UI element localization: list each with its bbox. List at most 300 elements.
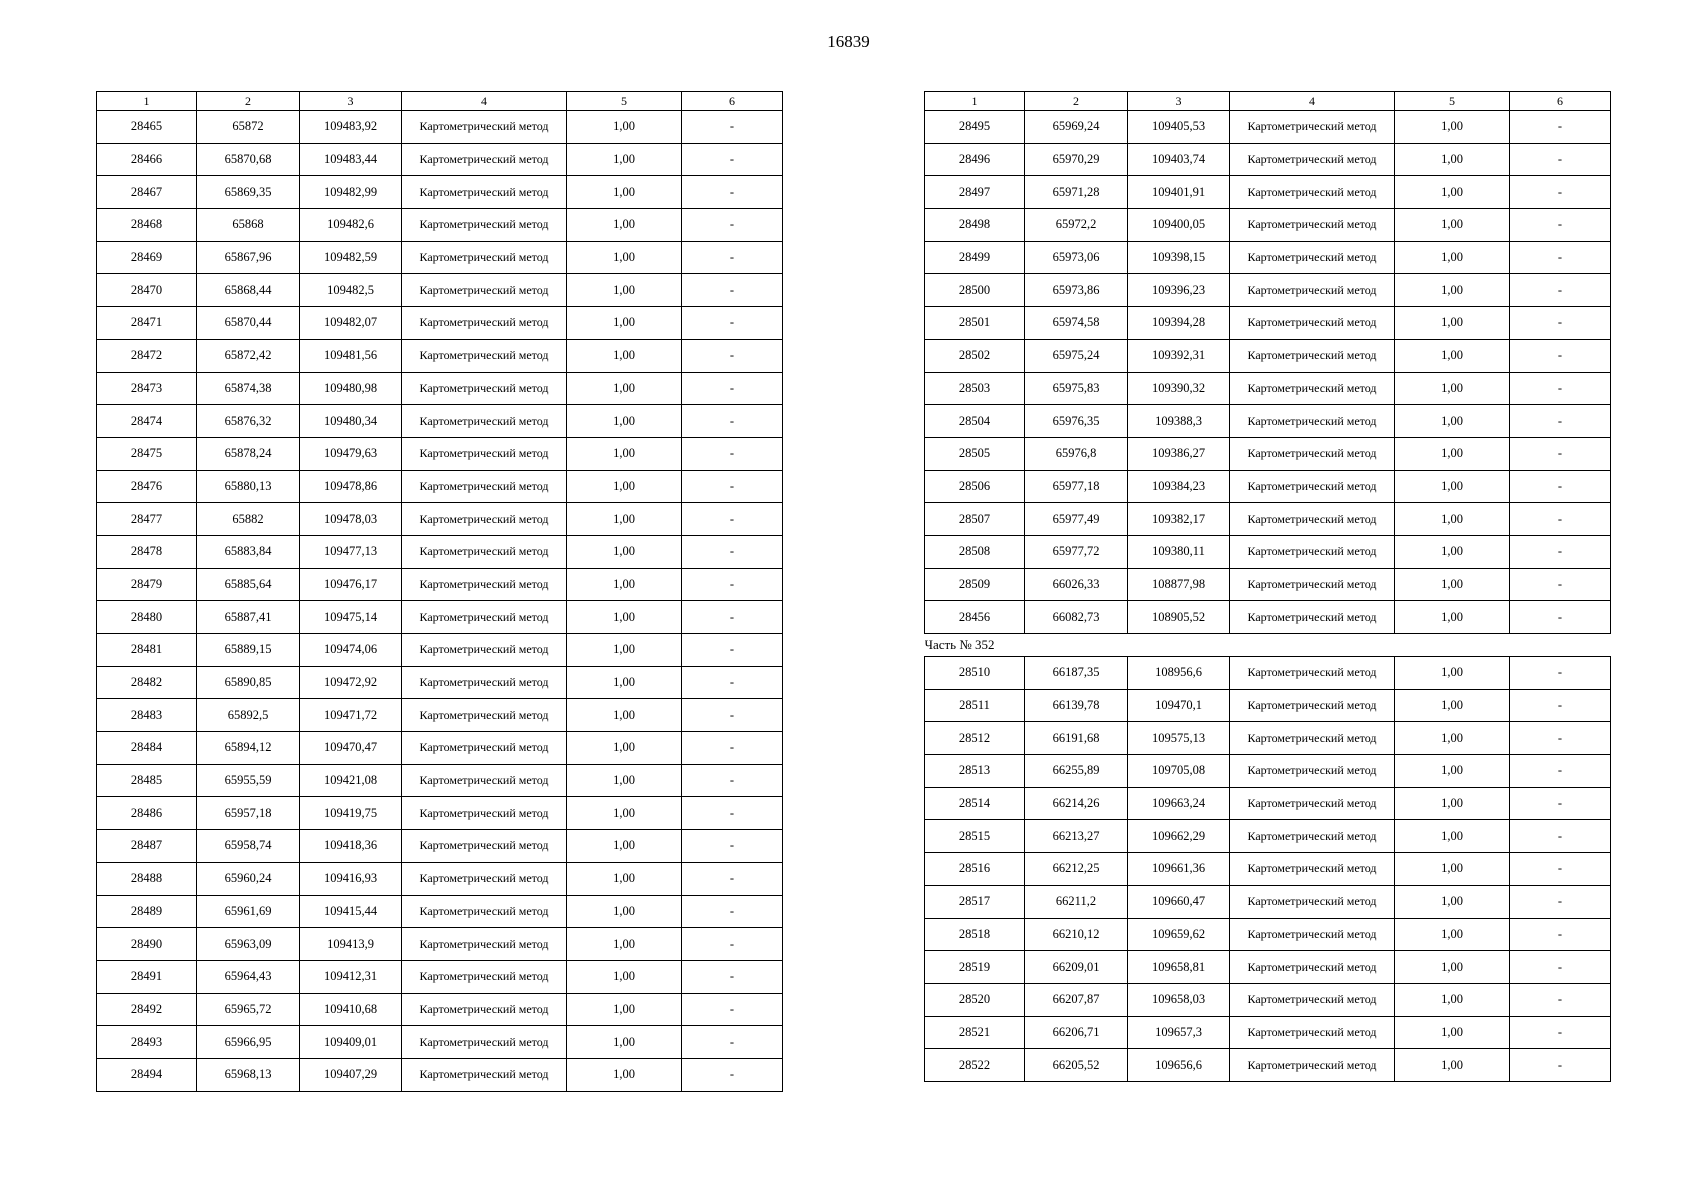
method-cell: Картометрический метод (402, 405, 567, 438)
point-number-cell: 28456 (925, 601, 1025, 634)
accuracy-cell: 1,00 (567, 176, 682, 209)
table-row (925, 951, 1611, 984)
point-number-cell: 28499 (925, 241, 1025, 274)
description-cell: - (682, 241, 783, 274)
x-coordinate-cell: 65880,13 (197, 470, 300, 503)
y-coordinate-cell: 109482,59 (300, 241, 402, 274)
description-cell: - (682, 830, 783, 863)
accuracy-cell: 1,00 (1395, 787, 1510, 820)
point-number-cell: 28470 (97, 274, 197, 307)
table-row (97, 111, 783, 144)
x-coordinate-cell: 65955,59 (197, 764, 300, 797)
table-row (97, 699, 783, 732)
accuracy-cell: 1,00 (567, 601, 682, 634)
description-cell: - (682, 405, 783, 438)
table-row (925, 274, 1611, 307)
y-coordinate-cell: 109401,91 (1128, 176, 1230, 209)
x-coordinate-cell: 65869,35 (197, 176, 300, 209)
y-coordinate-cell: 109658,03 (1128, 983, 1230, 1016)
description-cell: - (1510, 885, 1611, 918)
point-number-cell: 28518 (925, 918, 1025, 951)
x-coordinate-cell: 65887,41 (197, 601, 300, 634)
x-coordinate-cell: 65872 (197, 111, 300, 144)
section-row (925, 634, 1611, 657)
accuracy-cell: 1,00 (1395, 568, 1510, 601)
description-cell: - (682, 928, 783, 961)
accuracy-cell: 1,00 (1395, 755, 1510, 788)
y-coordinate-cell: 109418,36 (300, 830, 402, 863)
y-coordinate-cell: 108905,52 (1128, 601, 1230, 634)
x-coordinate-cell: 65878,24 (197, 437, 300, 470)
point-number-cell: 28508 (925, 535, 1025, 568)
y-coordinate-cell: 109409,01 (300, 1026, 402, 1059)
point-number-cell: 28506 (925, 470, 1025, 503)
accuracy-cell: 1,00 (567, 634, 682, 667)
description-cell: - (1510, 535, 1611, 568)
description-cell: - (1510, 241, 1611, 274)
description-cell: - (682, 470, 783, 503)
accuracy-cell: 1,00 (1395, 983, 1510, 1016)
point-number-cell: 28513 (925, 755, 1025, 788)
description-cell: - (682, 143, 783, 176)
table-row (925, 853, 1611, 886)
x-coordinate-cell: 66255,89 (1025, 755, 1128, 788)
method-cell: Картометрический метод (402, 634, 567, 667)
table-row (925, 601, 1611, 634)
accuracy-cell: 1,00 (1395, 918, 1510, 951)
y-coordinate-cell: 109705,08 (1128, 755, 1230, 788)
x-coordinate-cell: 65868,44 (197, 274, 300, 307)
description-cell: - (1510, 601, 1611, 634)
table-row (97, 503, 783, 536)
method-cell: Картометрический метод (1230, 1049, 1395, 1082)
table-row (97, 732, 783, 765)
x-coordinate-cell: 65894,12 (197, 732, 300, 765)
point-number-cell: 28482 (97, 666, 197, 699)
description-cell: - (1510, 339, 1611, 372)
section-label: Часть № 352 (925, 634, 1611, 657)
y-coordinate-cell: 109479,63 (300, 437, 402, 470)
accuracy-cell: 1,00 (1395, 657, 1510, 690)
table-row (97, 666, 783, 699)
x-coordinate-cell: 65870,68 (197, 143, 300, 176)
coordinates-table-left (96, 91, 783, 1092)
table-row (97, 143, 783, 176)
table-row (925, 820, 1611, 853)
point-number-cell: 28505 (925, 437, 1025, 470)
x-coordinate-cell: 66212,25 (1025, 853, 1128, 886)
point-number-cell: 28517 (925, 885, 1025, 918)
description-cell: - (1510, 274, 1611, 307)
y-coordinate-cell: 109660,47 (1128, 885, 1230, 918)
y-coordinate-cell: 109663,24 (1128, 787, 1230, 820)
y-coordinate-cell: 109659,62 (1128, 918, 1230, 951)
description-cell: - (682, 176, 783, 209)
column-header: 4 (402, 92, 567, 111)
x-coordinate-cell: 65892,5 (197, 699, 300, 732)
point-number-cell: 28473 (97, 372, 197, 405)
point-number-cell: 28512 (925, 722, 1025, 755)
table-row (925, 437, 1611, 470)
accuracy-cell: 1,00 (1395, 307, 1510, 340)
point-number-cell: 28515 (925, 820, 1025, 853)
method-cell: Картометрический метод (402, 176, 567, 209)
point-number-cell: 28491 (97, 960, 197, 993)
x-coordinate-cell: 65957,18 (197, 797, 300, 830)
table-row (97, 1026, 783, 1059)
description-cell: - (682, 960, 783, 993)
column-header: 1 (925, 92, 1025, 111)
method-cell: Картометрический метод (402, 601, 567, 634)
point-number-cell: 28480 (97, 601, 197, 634)
accuracy-cell: 1,00 (1395, 601, 1510, 634)
y-coordinate-cell: 109380,11 (1128, 535, 1230, 568)
description-cell: - (682, 503, 783, 536)
method-cell: Картометрический метод (1230, 787, 1395, 820)
method-cell: Картометрический метод (402, 535, 567, 568)
point-number-cell: 28520 (925, 983, 1025, 1016)
table-row (925, 787, 1611, 820)
y-coordinate-cell: 109394,28 (1128, 307, 1230, 340)
method-cell: Картометрический метод (1230, 601, 1395, 634)
table-row (925, 983, 1611, 1016)
description-cell: - (1510, 143, 1611, 176)
description-cell: - (1510, 176, 1611, 209)
accuracy-cell: 1,00 (567, 732, 682, 765)
y-coordinate-cell: 109483,44 (300, 143, 402, 176)
description-cell: - (1510, 503, 1611, 536)
method-cell: Картометрический метод (1230, 885, 1395, 918)
description-cell: - (1510, 722, 1611, 755)
column-header: 1 (97, 92, 197, 111)
description-cell: - (1510, 111, 1611, 144)
accuracy-cell: 1,00 (1395, 241, 1510, 274)
x-coordinate-cell: 65977,18 (1025, 470, 1128, 503)
table-row (97, 405, 783, 438)
point-number-cell: 28476 (97, 470, 197, 503)
method-cell: Картометрический метод (1230, 820, 1395, 853)
x-coordinate-cell: 65960,24 (197, 862, 300, 895)
column-header: 3 (300, 92, 402, 111)
x-coordinate-cell: 65968,13 (197, 1058, 300, 1091)
x-coordinate-cell: 65970,29 (1025, 143, 1128, 176)
accuracy-cell: 1,00 (567, 372, 682, 405)
accuracy-cell: 1,00 (1395, 339, 1510, 372)
x-coordinate-cell: 65889,15 (197, 634, 300, 667)
description-cell: - (682, 895, 783, 928)
x-coordinate-cell: 65976,35 (1025, 405, 1128, 438)
point-number-cell: 28472 (97, 339, 197, 372)
x-coordinate-cell: 66187,35 (1025, 657, 1128, 690)
description-cell: - (682, 666, 783, 699)
point-number-cell: 28511 (925, 689, 1025, 722)
y-coordinate-cell: 109413,9 (300, 928, 402, 961)
accuracy-cell: 1,00 (567, 928, 682, 961)
point-number-cell: 28504 (925, 405, 1025, 438)
method-cell: Картометрический метод (1230, 339, 1395, 372)
method-cell: Картометрический метод (1230, 755, 1395, 788)
y-coordinate-cell: 109471,72 (300, 699, 402, 732)
accuracy-cell: 1,00 (1395, 535, 1510, 568)
y-coordinate-cell: 109662,29 (1128, 820, 1230, 853)
point-number-cell: 28483 (97, 699, 197, 732)
table-row (925, 372, 1611, 405)
page-number: 16839 (827, 32, 870, 51)
method-cell: Картометрический метод (1230, 176, 1395, 209)
description-cell: - (682, 274, 783, 307)
x-coordinate-cell: 65885,64 (197, 568, 300, 601)
table-row (97, 797, 783, 830)
accuracy-cell: 1,00 (1395, 1016, 1510, 1049)
y-coordinate-cell: 109657,3 (1128, 1016, 1230, 1049)
table-row (925, 470, 1611, 503)
point-number-cell: 28516 (925, 853, 1025, 886)
method-cell: Картометрический метод (402, 568, 567, 601)
point-number-cell: 28489 (97, 895, 197, 928)
accuracy-cell: 1,00 (1395, 951, 1510, 984)
method-cell: Картометрический метод (402, 470, 567, 503)
y-coordinate-cell: 109482,5 (300, 274, 402, 307)
x-coordinate-cell: 65876,32 (197, 405, 300, 438)
x-coordinate-cell: 66139,78 (1025, 689, 1128, 722)
point-number-cell: 28478 (97, 535, 197, 568)
description-cell: - (682, 634, 783, 667)
y-coordinate-cell: 109658,81 (1128, 951, 1230, 984)
method-cell: Картометрический метод (402, 699, 567, 732)
x-coordinate-cell: 65958,74 (197, 830, 300, 863)
column-header: 5 (1395, 92, 1510, 111)
x-coordinate-cell: 65973,86 (1025, 274, 1128, 307)
accuracy-cell: 1,00 (1395, 470, 1510, 503)
method-cell: Картометрический метод (1230, 568, 1395, 601)
table-row (925, 339, 1611, 372)
y-coordinate-cell: 108956,6 (1128, 657, 1230, 690)
y-coordinate-cell: 109392,31 (1128, 339, 1230, 372)
accuracy-cell: 1,00 (567, 797, 682, 830)
accuracy-cell: 1,00 (567, 503, 682, 536)
method-cell: Картометрический метод (1230, 405, 1395, 438)
column-header: 6 (1510, 92, 1611, 111)
x-coordinate-cell: 65872,42 (197, 339, 300, 372)
x-coordinate-cell: 65972,2 (1025, 209, 1128, 242)
description-cell: - (1510, 437, 1611, 470)
point-number-cell: 28501 (925, 307, 1025, 340)
point-number-cell: 28465 (97, 111, 197, 144)
accuracy-cell: 1,00 (1395, 209, 1510, 242)
y-coordinate-cell: 109474,06 (300, 634, 402, 667)
method-cell: Картометрический метод (1230, 307, 1395, 340)
y-coordinate-cell: 109480,34 (300, 405, 402, 438)
table-row (97, 372, 783, 405)
description-cell: - (1510, 820, 1611, 853)
table-row (925, 722, 1611, 755)
y-coordinate-cell: 109421,08 (300, 764, 402, 797)
point-number-cell: 28466 (97, 143, 197, 176)
table-row (925, 918, 1611, 951)
point-number-cell: 28493 (97, 1026, 197, 1059)
accuracy-cell: 1,00 (1395, 722, 1510, 755)
table-header-row (925, 92, 1611, 111)
accuracy-cell: 1,00 (1395, 503, 1510, 536)
y-coordinate-cell: 109382,17 (1128, 503, 1230, 536)
accuracy-cell: 1,00 (567, 111, 682, 144)
description-cell: - (1510, 209, 1611, 242)
x-coordinate-cell: 65973,06 (1025, 241, 1128, 274)
description-cell: - (682, 568, 783, 601)
accuracy-cell: 1,00 (567, 568, 682, 601)
y-coordinate-cell: 109405,53 (1128, 111, 1230, 144)
table-row (97, 1058, 783, 1091)
method-cell: Картометрический метод (402, 797, 567, 830)
y-coordinate-cell: 109386,27 (1128, 437, 1230, 470)
description-cell: - (682, 797, 783, 830)
point-number-cell: 28485 (97, 764, 197, 797)
x-coordinate-cell: 66205,52 (1025, 1049, 1128, 1082)
y-coordinate-cell: 109483,92 (300, 111, 402, 144)
x-coordinate-cell: 66082,73 (1025, 601, 1128, 634)
accuracy-cell: 1,00 (1395, 111, 1510, 144)
coordinates-table-right (924, 91, 1611, 1082)
description-cell: - (682, 437, 783, 470)
x-coordinate-cell: 65963,09 (197, 928, 300, 961)
method-cell: Картометрический метод (402, 274, 567, 307)
description-cell: - (1510, 372, 1611, 405)
accuracy-cell: 1,00 (567, 209, 682, 242)
method-cell: Картометрический метод (1230, 209, 1395, 242)
accuracy-cell: 1,00 (567, 830, 682, 863)
description-cell: - (682, 732, 783, 765)
x-coordinate-cell: 65965,72 (197, 993, 300, 1026)
description-cell: - (682, 307, 783, 340)
y-coordinate-cell: 109407,29 (300, 1058, 402, 1091)
description-cell: - (682, 372, 783, 405)
method-cell: Картометрический метод (402, 372, 567, 405)
table-row (925, 535, 1611, 568)
x-coordinate-cell: 65882 (197, 503, 300, 536)
point-number-cell: 28521 (925, 1016, 1025, 1049)
method-cell: Картометрический метод (402, 862, 567, 895)
method-cell: Картометрический метод (1230, 951, 1395, 984)
table-row (97, 209, 783, 242)
method-cell: Картометрический метод (1230, 503, 1395, 536)
table-row (97, 830, 783, 863)
table-row (97, 568, 783, 601)
accuracy-cell: 1,00 (567, 437, 682, 470)
method-cell: Картометрический метод (402, 209, 567, 242)
accuracy-cell: 1,00 (567, 1058, 682, 1091)
point-number-cell: 28471 (97, 307, 197, 340)
point-number-cell: 28497 (925, 176, 1025, 209)
y-coordinate-cell: 109410,68 (300, 993, 402, 1026)
point-number-cell: 28498 (925, 209, 1025, 242)
x-coordinate-cell: 66206,71 (1025, 1016, 1128, 1049)
accuracy-cell: 1,00 (567, 339, 682, 372)
method-cell: Картометрический метод (402, 960, 567, 993)
accuracy-cell: 1,00 (1395, 437, 1510, 470)
method-cell: Картометрический метод (402, 895, 567, 928)
accuracy-cell: 1,00 (567, 764, 682, 797)
table-row (925, 405, 1611, 438)
description-cell: - (682, 111, 783, 144)
accuracy-cell: 1,00 (567, 699, 682, 732)
x-coordinate-cell: 65977,72 (1025, 535, 1128, 568)
method-cell: Картометрический метод (1230, 689, 1395, 722)
point-number-cell: 28522 (925, 1049, 1025, 1082)
y-coordinate-cell: 109390,32 (1128, 372, 1230, 405)
method-cell: Картометрический метод (1230, 722, 1395, 755)
point-number-cell: 28495 (925, 111, 1025, 144)
x-coordinate-cell: 65966,95 (197, 1026, 300, 1059)
method-cell: Картометрический метод (402, 732, 567, 765)
method-cell: Картометрический метод (402, 993, 567, 1026)
description-cell: - (1510, 918, 1611, 951)
table-row (925, 143, 1611, 176)
method-cell: Картометрический метод (402, 339, 567, 372)
table-row (97, 960, 783, 993)
accuracy-cell: 1,00 (1395, 820, 1510, 853)
accuracy-cell: 1,00 (1395, 143, 1510, 176)
y-coordinate-cell: 109472,92 (300, 666, 402, 699)
point-number-cell: 28479 (97, 568, 197, 601)
table-row (97, 470, 783, 503)
description-cell: - (1510, 307, 1611, 340)
accuracy-cell: 1,00 (1395, 853, 1510, 886)
point-number-cell: 28510 (925, 657, 1025, 690)
method-cell: Картометрический метод (402, 1058, 567, 1091)
table-row (97, 634, 783, 667)
y-coordinate-cell: 109470,1 (1128, 689, 1230, 722)
table-row (97, 437, 783, 470)
table-row (925, 176, 1611, 209)
description-cell: - (1510, 787, 1611, 820)
accuracy-cell: 1,00 (567, 666, 682, 699)
table-row (97, 274, 783, 307)
method-cell: Картометрический метод (1230, 372, 1395, 405)
x-coordinate-cell: 65868 (197, 209, 300, 242)
table-row (97, 928, 783, 961)
method-cell: Картометрический метод (1230, 918, 1395, 951)
table-row (925, 568, 1611, 601)
description-cell: - (1510, 1049, 1611, 1082)
x-coordinate-cell: 65975,24 (1025, 339, 1128, 372)
method-cell: Картометрический метод (1230, 983, 1395, 1016)
accuracy-cell: 1,00 (1395, 176, 1510, 209)
description-cell: - (1510, 657, 1611, 690)
accuracy-cell: 1,00 (567, 405, 682, 438)
y-coordinate-cell: 109481,56 (300, 339, 402, 372)
accuracy-cell: 1,00 (567, 1026, 682, 1059)
point-number-cell: 28477 (97, 503, 197, 536)
method-cell: Картометрический метод (1230, 241, 1395, 274)
y-coordinate-cell: 109398,15 (1128, 241, 1230, 274)
table-row (97, 993, 783, 1026)
method-cell: Картометрический метод (1230, 853, 1395, 886)
description-cell: - (682, 699, 783, 732)
method-cell: Картометрический метод (1230, 535, 1395, 568)
y-coordinate-cell: 109476,17 (300, 568, 402, 601)
description-cell: - (1510, 755, 1611, 788)
y-coordinate-cell: 109575,13 (1128, 722, 1230, 755)
y-coordinate-cell: 109482,6 (300, 209, 402, 242)
accuracy-cell: 1,00 (1395, 689, 1510, 722)
table-row (97, 241, 783, 274)
y-coordinate-cell: 109478,86 (300, 470, 402, 503)
x-coordinate-cell: 65874,38 (197, 372, 300, 405)
x-coordinate-cell: 66209,01 (1025, 951, 1128, 984)
x-coordinate-cell: 66214,26 (1025, 787, 1128, 820)
description-cell: - (1510, 568, 1611, 601)
table-row (925, 111, 1611, 144)
